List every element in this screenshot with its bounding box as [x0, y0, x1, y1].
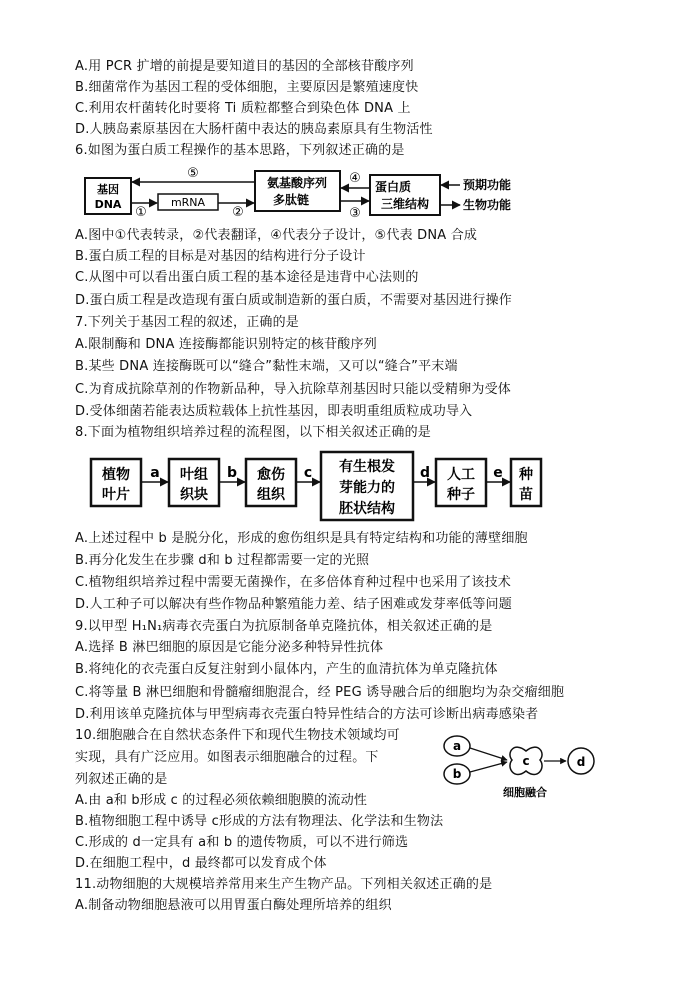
- q8-stem: 8.下面为植物组织培养过程的流程图，以下相关叙述正确的是: [75, 425, 432, 440]
- seedling-line-2: 苗: [519, 487, 533, 503]
- q7-option-a: A.限制酶和 DNA 连接酶都能识别特定的核苷酸序列: [75, 337, 377, 352]
- q10-option-c: C.形成的 d一定具有 a和 b 的遗传物质，可以不进行筛选: [75, 835, 409, 850]
- label-c: c: [303, 465, 313, 481]
- q5-option-d: D.人胰岛素原基因在大肠杆菌中表达的胰岛素原具有生物活性: [75, 122, 433, 137]
- q11-stem: 11.动物细胞的大规模培养常用来生产生物产品。下列相关叙述正确的是: [75, 877, 493, 892]
- q9-option-a: A.选择 B 淋巴细胞的原因是它能分泌多种特异性抗体: [75, 640, 384, 655]
- artificial-seed-line-1: 人工: [447, 467, 475, 483]
- q8-option-a: A.上述过程中 b 是脱分化，形成的愈伤组织是具有特定结构和功能的薄壁细胞: [75, 531, 528, 546]
- q11-option-a: A.制备动物细胞悬液可以用胃蛋白酶处理所培养的组织: [75, 898, 392, 913]
- label-d: d: [419, 465, 431, 481]
- artificial-seed-line-2: 种子: [447, 487, 475, 503]
- q7-option-b: B.某些 DNA 连接酶既可以“缝合”黏性末端，又可以“缝合”平末端: [75, 359, 458, 374]
- q7-stem: 7.下列关于基因工程的叙述，正确的是: [75, 315, 300, 330]
- protein-engineering-diagram: [75, 165, 565, 225]
- amino-acid-label-2: 多肽链: [272, 193, 310, 207]
- q6-option-d: D.蛋白质工程是改造现有蛋白质或制造新的蛋白质，不需要对基因进行操作: [75, 293, 512, 308]
- q6-option-a: A.图中①代表转录，②代表翻译，④代表分子设计，⑤代表 DNA 合成: [75, 228, 478, 243]
- protein-label-2: 三维结构: [380, 197, 430, 211]
- arrow-b-to-c: [470, 762, 507, 772]
- label-3: ③: [349, 206, 361, 221]
- q9-stem: 9.以甲型 H₁N₁病毒衣壳蛋白为抗原制备单克隆抗体，相关叙述正确的是: [75, 619, 493, 634]
- arrow-a-to-c: [470, 748, 507, 760]
- cell-a-label: a: [452, 739, 462, 753]
- leaf-box-line-1: 植物: [102, 467, 130, 483]
- q10-option-d: D.在细胞工程中，d 最终都可以发育成个体: [75, 856, 327, 871]
- label-b: b: [226, 465, 238, 481]
- q7-option-d: D.受体细菌若能表达质粒载体上抗性基因，即表明重组质粒成功导入: [75, 404, 473, 419]
- plant-tissue-culture-flowchart: [85, 449, 555, 525]
- expected-function-label: 预期功能: [463, 178, 512, 192]
- label-a: a: [150, 465, 160, 481]
- label-1: ①: [135, 205, 147, 220]
- mrna-label: mRNA: [170, 196, 206, 209]
- q6-stem: 6.如图为蛋白质工程操作的基本思路，下列叙述正确的是: [75, 143, 405, 158]
- label-e: e: [493, 465, 503, 481]
- label-5: ⑤: [187, 166, 199, 181]
- leaf-box-line-2: 叶片: [102, 487, 130, 503]
- q8-option-d: D.人工种子可以解决有些作物品种繁殖能力差、结子困难或发芽率低等问题: [75, 597, 512, 612]
- q9-option-d: D.利用该单克隆抗体与甲型病毒衣壳蛋白特异性结合的方法可诊断出病毒感染者: [75, 707, 539, 722]
- q7-option-c: C.为育成抗除草剂的作物新品种，导入抗除草剂基因时只能以受精卵为受体: [75, 382, 512, 397]
- callus-line-1: 愈伤: [257, 467, 285, 483]
- q5-option-a: A.用 PCR 扩增的前提是要知道目的基因的全部核苷酸序列: [75, 59, 414, 74]
- q9-option-b: B.将纯化的衣壳蛋白反复注射到小鼠体内，产生的血清抗体为单克隆抗体: [75, 662, 498, 677]
- q10-stem-line-3: 列叙述正确的是: [75, 772, 168, 787]
- leaf-tissue-line-1: 叶组: [180, 467, 208, 483]
- embryoid-line-1: 有生根发: [339, 459, 395, 475]
- q6-option-c: C.从图中可以看出蛋白质工程的基本途径是违背中心法则的: [75, 270, 419, 285]
- q5-option-b: B.细菌常作为基因工程的受体细胞，主要原因是繁殖速度快: [75, 80, 419, 95]
- cell-fusion-diagram: [440, 733, 600, 803]
- gene-dna-label-2: DNA: [94, 198, 122, 211]
- q8-option-c: C.植物组织培养过程中需要无菌操作，在多倍体育种过程中也采用了该技术: [75, 575, 512, 590]
- label-4: ④: [349, 171, 361, 186]
- cell-b-label: b: [452, 767, 462, 781]
- q5-option-c: C.利用农杆菌转化时要将 Ti 质粒都整合到染色体 DNA 上: [75, 101, 411, 116]
- leaf-tissue-line-2: 织块: [180, 487, 208, 503]
- q9-option-c: C.将等量 B 淋巴细胞和骨髓瘤细胞混合，经 PEG 诱导融合后的细胞均为杂交瘤细胞: [75, 685, 565, 700]
- q8-option-b: B.再分化发生在步骤 d和 b 过程都需要一定的光照: [75, 553, 370, 568]
- embryoid-line-3: 胚状结构: [339, 501, 395, 517]
- biological-function-label: 生物功能: [463, 198, 512, 212]
- amino-acid-label-1: 氨基酸序列: [266, 176, 328, 190]
- q10-stem-line-2: 实现，具有广泛应用。如图表示细胞融合的过程。下: [75, 750, 379, 765]
- gene-dna-label-1: 基因: [97, 183, 119, 196]
- label-2: ②: [232, 205, 244, 220]
- q6-option-b: B.蛋白质工程的目标是对基因的结构进行分子设计: [75, 249, 366, 264]
- cell-d-label: d: [576, 755, 586, 769]
- cell-fusion-caption: 细胞融合: [503, 786, 547, 799]
- callus-line-2: 组织: [257, 487, 285, 503]
- protein-label-1: 蛋白质: [374, 180, 412, 194]
- cell-c-label: c: [522, 754, 530, 768]
- q10-option-a: A.由 a和 b形成 c 的过程必须依赖细胞膜的流动性: [75, 793, 368, 808]
- seedling-line-1: 种: [519, 467, 533, 483]
- q10-stem-line-1: 10.细胞融合在自然状态条件下和现代生物技术领域均可: [75, 728, 400, 743]
- q10-option-b: B.植物细胞工程中诱导 c形成的方法有物理法、化学法和生物法: [75, 814, 444, 829]
- embryoid-line-2: 芽能力的: [339, 480, 395, 496]
